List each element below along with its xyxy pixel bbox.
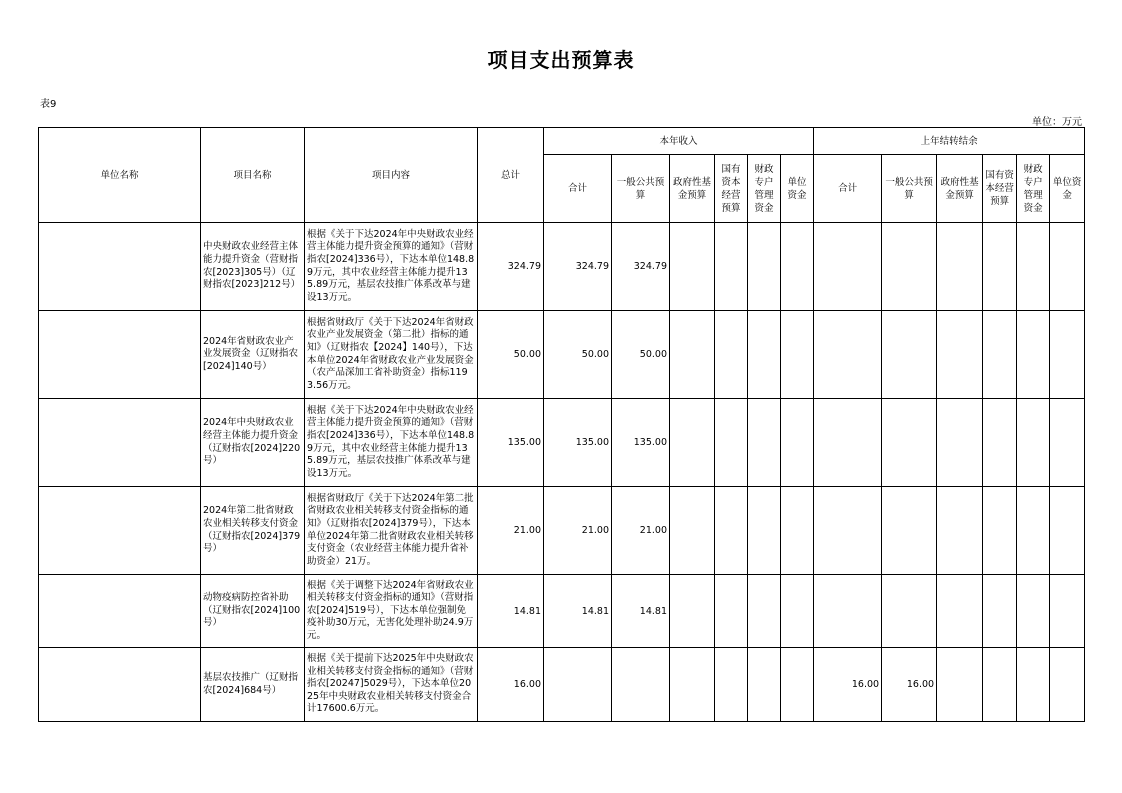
header-cur-special-account: 财政专户管理资金 xyxy=(748,155,781,223)
project-content-cell: 根据《关于调整下达2024年省财政农业相关转移支付资金指标的通知》（营财指农[2024]519号），下达本单位强制免疫补助30万元，无害化处理补助24.9万元。 xyxy=(305,575,478,648)
prior-balance-cell xyxy=(882,487,937,575)
project-name-cell: 中央财政农业经营主体能力提升资金（营财指农[2023]305号）（辽财指农[2023]212号） xyxy=(201,223,305,311)
current-income-cell xyxy=(670,648,715,722)
prior-balance-cell xyxy=(814,399,882,487)
prior-balance-cell xyxy=(983,648,1017,722)
project-name-cell: 2024年第二批省财政农业相关转移支付资金（辽财指农[2024]379号） xyxy=(201,487,305,575)
current-income-cell xyxy=(748,487,781,575)
header-prev-state-capital: 国有资本经营预算 xyxy=(983,155,1017,223)
prior-balance-cell xyxy=(814,487,882,575)
page-title: 项目支出预算表 xyxy=(487,48,635,72)
project-content-cell: 根据省财政厅《关于下达2024年第二批省财政农业相关转移支付资金指标的通知》（辽财指农[2024]379号），下达本单位2024年第二批省财政农业相关转移支付资金（农业经营主体能力提升省补助资金）21万。 xyxy=(305,487,478,575)
current-income-cell: 324.79 xyxy=(612,223,670,311)
current-income-cell xyxy=(781,311,814,399)
current-income-cell xyxy=(748,575,781,648)
prior-balance-cell xyxy=(1050,648,1085,722)
current-income-cell xyxy=(670,311,715,399)
prior-balance-cell xyxy=(983,575,1017,648)
header-prev-special-account: 财政专户管理资金 xyxy=(1017,155,1050,223)
prior-balance-cell xyxy=(983,223,1017,311)
project-name-cell: 动物疫病防控省补助（辽财指农[2024]100号） xyxy=(201,575,305,648)
current-income-cell xyxy=(748,223,781,311)
header-cur-fund: 政府性基金预算 xyxy=(670,155,715,223)
current-income-cell xyxy=(670,223,715,311)
table-row xyxy=(39,648,1085,722)
current-income-cell xyxy=(748,648,781,722)
header-prev-sum: 合计 xyxy=(814,155,882,223)
prior-balance-cell xyxy=(882,311,937,399)
current-income-cell xyxy=(670,487,715,575)
total-cell: 14.81 xyxy=(478,575,544,648)
table-number: 表9 xyxy=(40,99,57,110)
prior-balance-cell xyxy=(1017,648,1050,722)
total-cell: 324.79 xyxy=(478,223,544,311)
current-income-cell xyxy=(781,648,814,722)
unit-name-cell xyxy=(39,311,201,399)
header-cur-unit-funds: 单位资金 xyxy=(781,155,814,223)
current-income-cell xyxy=(612,648,670,722)
prior-balance-cell xyxy=(937,311,983,399)
header-total: 总计 xyxy=(478,128,544,223)
current-income-cell: 14.81 xyxy=(612,575,670,648)
prior-balance-cell xyxy=(983,487,1017,575)
current-income-cell xyxy=(670,399,715,487)
prior-balance-cell xyxy=(1050,575,1085,648)
project-content-cell: 根据《关于下达2024年中央财政农业经营主体能力提升资金预算的通知》（营财指农[2024]336号），下达本单位148.89万元，其中农业经营主体能力提升135.89万元，基层农技推广体系改革与建设13万元。 xyxy=(305,223,478,311)
prior-balance-cell xyxy=(983,311,1017,399)
current-income-cell: 14.81 xyxy=(544,575,612,648)
current-income-cell xyxy=(715,223,748,311)
prior-balance-cell xyxy=(882,399,937,487)
header-prev-unit-funds: 单位资金 xyxy=(1050,155,1085,223)
prior-balance-cell xyxy=(1050,223,1085,311)
prior-balance-cell xyxy=(983,399,1017,487)
header-cur-sum: 合计 xyxy=(544,155,612,223)
project-content-cell: 根据《关于提前下达2025年中央财政农业相关转移支付资金指标的通知》（营财指农[20247]5029号），下达本单位2025年中央财政农业相关转移支付资金合计17600.6万元。 xyxy=(305,648,478,722)
current-income-cell: 324.79 xyxy=(544,223,612,311)
header-cur-general: 一般公共预算 xyxy=(612,155,670,223)
prior-balance-cell xyxy=(1017,575,1050,648)
current-income-cell xyxy=(781,399,814,487)
current-income-cell xyxy=(781,223,814,311)
table-body xyxy=(39,223,1085,722)
unit-name-cell xyxy=(39,575,201,648)
table-row xyxy=(39,487,1085,575)
prior-balance-cell: 16.00 xyxy=(882,648,937,722)
budget-table xyxy=(38,127,1085,722)
current-income-cell: 21.00 xyxy=(544,487,612,575)
header-project-name: 项目名称 xyxy=(201,128,305,223)
current-income-cell xyxy=(670,575,715,648)
header-prior-balance: 上年结转结余 xyxy=(814,128,1085,155)
prior-balance-cell xyxy=(937,648,983,722)
current-income-cell xyxy=(715,648,748,722)
total-cell: 50.00 xyxy=(478,311,544,399)
current-income-cell xyxy=(748,399,781,487)
unit-name-cell xyxy=(39,648,201,722)
prior-balance-cell xyxy=(1050,311,1085,399)
current-income-cell xyxy=(715,399,748,487)
current-income-cell: 135.00 xyxy=(612,399,670,487)
prior-balance-cell xyxy=(1050,487,1085,575)
current-income-cell xyxy=(748,311,781,399)
prior-balance-cell xyxy=(1017,399,1050,487)
prior-balance-cell xyxy=(937,487,983,575)
header-current-income: 本年收入 xyxy=(544,128,814,155)
prior-balance-cell xyxy=(937,399,983,487)
current-income-cell: 21.00 xyxy=(612,487,670,575)
prior-balance-cell xyxy=(814,223,882,311)
table-row xyxy=(39,399,1085,487)
header-project-content: 项目内容 xyxy=(305,128,478,223)
prior-balance-cell xyxy=(814,575,882,648)
table-row xyxy=(39,575,1085,648)
current-income-cell xyxy=(544,648,612,722)
current-income-cell: 50.00 xyxy=(544,311,612,399)
header-cur-state-capital: 国有资本经营预算 xyxy=(715,155,748,223)
unit-name-cell xyxy=(39,487,201,575)
unit-name-cell xyxy=(39,399,201,487)
unit-label: 单位：万元 xyxy=(1032,117,1082,128)
current-income-cell xyxy=(781,575,814,648)
header-prev-fund: 政府性基金预算 xyxy=(937,155,983,223)
header-prev-general: 一般公共预算 xyxy=(882,155,937,223)
prior-balance-cell xyxy=(937,575,983,648)
unit-name-cell xyxy=(39,223,201,311)
current-income-cell xyxy=(781,487,814,575)
total-cell: 16.00 xyxy=(478,648,544,722)
prior-balance-cell xyxy=(937,223,983,311)
header-unit-name: 单位名称 xyxy=(39,128,201,223)
table-row xyxy=(39,311,1085,399)
project-name-cell: 2024年中央财政农业经营主体能力提升资金（辽财指农[2024]220号） xyxy=(201,399,305,487)
project-name-cell: 基层农技推广（辽财指农[2024]684号） xyxy=(201,648,305,722)
prior-balance-cell xyxy=(1017,223,1050,311)
total-cell: 21.00 xyxy=(478,487,544,575)
current-income-cell: 135.00 xyxy=(544,399,612,487)
prior-balance-cell xyxy=(1017,311,1050,399)
total-cell: 135.00 xyxy=(478,399,544,487)
prior-balance-cell: 16.00 xyxy=(814,648,882,722)
project-name-cell: 2024年省财政农业产业发展资金（辽财指农[2024]140号） xyxy=(201,311,305,399)
prior-balance-cell xyxy=(882,575,937,648)
current-income-cell: 50.00 xyxy=(612,311,670,399)
project-content-cell: 根据省财政厅《关于下达2024年省财政农业产业发展资金（第二批）指标的通知》（辽财指农【2024】140号），下达本单位2024年省财政农业产业发展资金（农产品深加工省补助资金）指标1193.56万元。 xyxy=(305,311,478,399)
project-content-cell: 根据《关于下达2024年中央财政农业经营主体能力提升资金预算的通知》（营财指农[2024]336号），下达本单位148.89万元，其中农业经营主体能力提升135.89万元，基层农技推广体系改革与建设13万元。 xyxy=(305,399,478,487)
prior-balance-cell xyxy=(1017,487,1050,575)
current-income-cell xyxy=(715,487,748,575)
table-row xyxy=(39,223,1085,311)
prior-balance-cell xyxy=(814,311,882,399)
prior-balance-cell xyxy=(1050,399,1085,487)
prior-balance-cell xyxy=(882,223,937,311)
current-income-cell xyxy=(715,575,748,648)
current-income-cell xyxy=(715,311,748,399)
